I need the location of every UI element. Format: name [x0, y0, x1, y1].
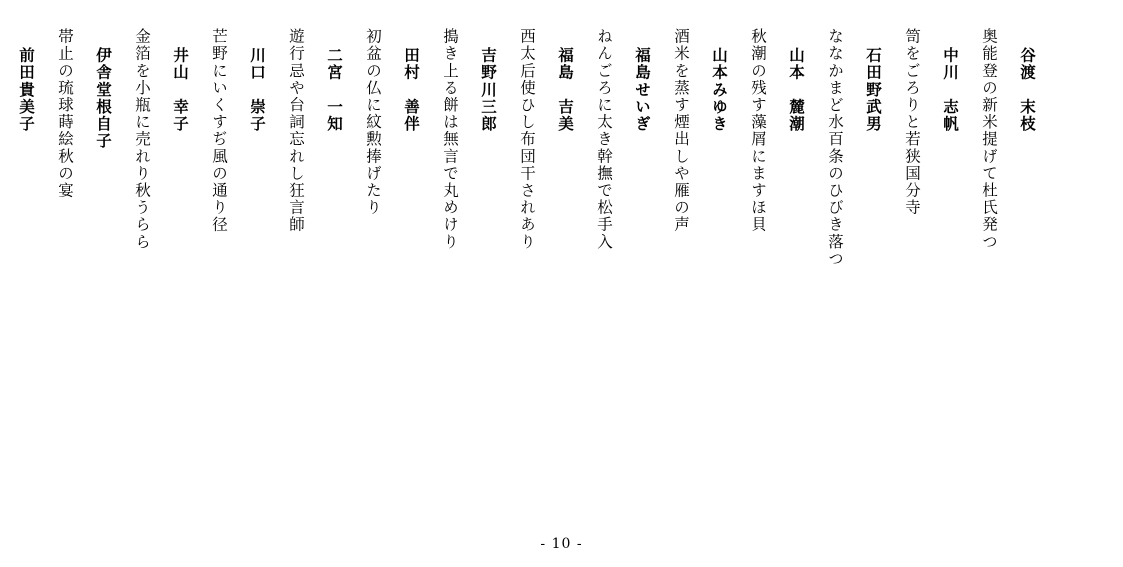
haiku-text: ねんごろに太き幹撫で松手入: [595, 28, 613, 251]
author-name: 谷渡 末枝: [1018, 47, 1037, 133]
haiku-entry: [0, 28, 36, 250]
haiku-text: 西太后使ひし布団干されあり: [518, 28, 536, 251]
haiku-text: 秋潮の残す藻屑にますほ貝: [749, 28, 767, 234]
haiku-entry: [209, 28, 267, 233]
author-name: 吉野川三郎: [479, 47, 498, 133]
haiku-text: 遊行忌や台詞忘れし狂言師: [287, 28, 305, 234]
haiku-entry: [363, 28, 421, 216]
haiku-text: 金箔を小瓶に売れり秋うらら: [133, 28, 151, 251]
author-name: 石田野武男: [864, 47, 883, 133]
author-name: 伊舎堂根自子: [94, 47, 113, 150]
haiku-text: 搗き上る餅は無言で丸めけり: [441, 28, 459, 251]
author-name: 田村 善伴: [402, 47, 421, 133]
haiku-entry: [132, 28, 190, 250]
author-name: 川口 崇子: [248, 47, 267, 133]
author-name: 山本みゆき: [710, 47, 729, 133]
haiku-text: 酒米を蒸す煙出しや雁の声: [672, 28, 690, 234]
author-name: 前田貴美子: [17, 47, 36, 133]
haiku-entry: [671, 28, 729, 233]
haiku-entry: [902, 28, 960, 216]
haiku-text: 初盆の仏に紋勲捧げたり: [364, 28, 382, 217]
author-name: 山本 麓潮: [787, 47, 806, 133]
haiku-entry: [594, 28, 652, 250]
author-name: 中川 志帆: [941, 47, 960, 133]
haiku-text: 芒野にいくすぢ風の通り径: [210, 28, 228, 234]
author-name: 福島せいぎ: [633, 47, 652, 133]
haiku-columns: [0, 28, 1037, 528]
author-name: 福島 吉美: [556, 47, 575, 133]
haiku-text: 笥をごろりと若狭国分寺: [903, 28, 921, 217]
haiku-text: 帯止の琉球蒔絵秋の宴: [56, 28, 74, 199]
author-name: 二宮 一知: [325, 47, 344, 133]
page-number: - 10 -: [540, 536, 583, 552]
haiku-entry: [979, 28, 1037, 250]
haiku-entry: [55, 28, 113, 199]
haiku-text: ななかまど水百条のひびき落つ: [826, 28, 844, 268]
haiku-entry: [517, 28, 575, 250]
haiku-entry: [440, 28, 498, 250]
author-name: 井山 幸子: [171, 47, 190, 133]
haiku-entry: [748, 28, 806, 233]
haiku-text: 奥能登の新米提げて杜氏発つ: [980, 28, 998, 251]
haiku-entry: [286, 28, 344, 233]
haiku-entry: [825, 28, 883, 267]
